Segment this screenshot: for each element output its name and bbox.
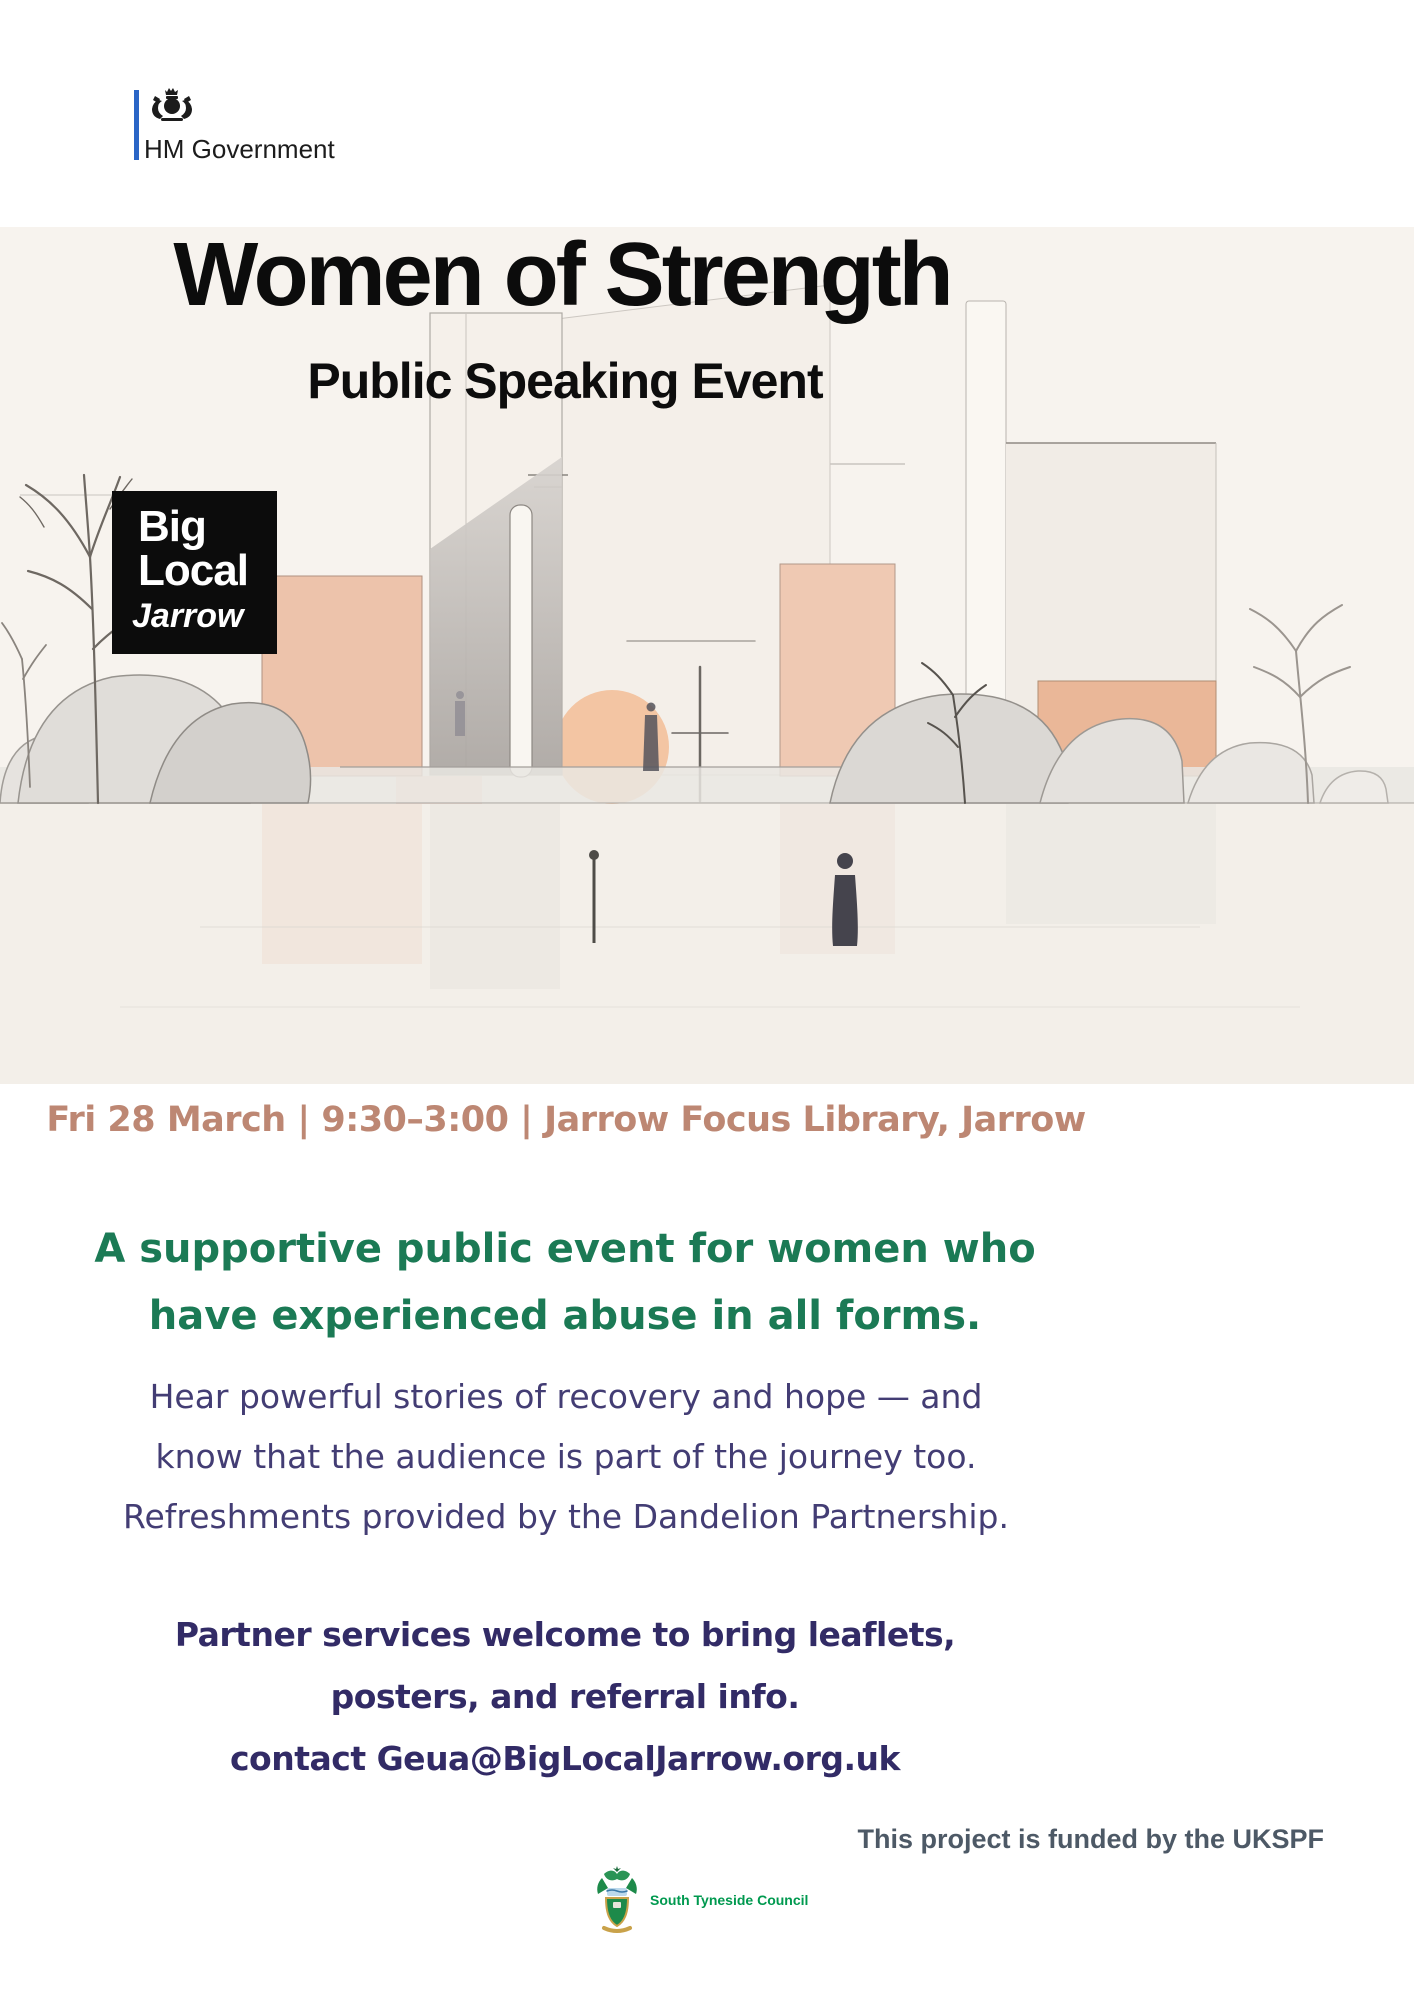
highlight-line-2: have experienced abuse in all forms. bbox=[148, 1293, 982, 1339]
big-local-line3: Jarrow bbox=[132, 597, 244, 635]
highlight-line-1: A supportive public event for women who bbox=[94, 1226, 1036, 1272]
royal-crest-icon bbox=[149, 86, 193, 134]
contact-email-line: contact Geua@BigLocalJarrow.org.uk bbox=[230, 1739, 900, 1778]
hm-gov-blue-bar bbox=[134, 90, 139, 160]
plaza bbox=[0, 804, 1414, 1084]
big-local-line1: Big bbox=[138, 502, 206, 551]
right-column bbox=[966, 301, 1006, 747]
partner-line-1: Partner services welcome to bring leaflets, bbox=[174, 1615, 956, 1654]
page-subtitle: Public Speaking Event bbox=[307, 353, 823, 409]
description-line-3: Refreshments provided by the Dandelion Partnership. bbox=[123, 1497, 1009, 1536]
council-label: South Tyneside Council bbox=[650, 1892, 809, 1908]
hm-gov-label: HM Government bbox=[144, 134, 335, 164]
event-date-line: Fri 28 March | 9:30–3:00 | Jarrow Focus Library, Jarrow bbox=[46, 1100, 1086, 1140]
council-crest-icon bbox=[594, 1866, 640, 1936]
white-pillar bbox=[510, 505, 532, 777]
big-local-jarrow-logo bbox=[112, 491, 277, 654]
event-description bbox=[123, 1367, 1009, 1547]
partner-line-2: posters, and referral info. bbox=[330, 1677, 800, 1716]
page-title: Women of Strength bbox=[173, 225, 951, 325]
funding-note: This project is funded by the UKSPF bbox=[857, 1824, 1324, 1854]
description-line-2: know that the audience is part of the journey too. bbox=[155, 1437, 977, 1476]
big-local-line2: Local bbox=[138, 546, 248, 595]
partner-info bbox=[175, 1604, 955, 1790]
event-highlight bbox=[94, 1216, 1035, 1350]
description-line-1: Hear powerful stories of recovery and hope — and bbox=[149, 1377, 983, 1416]
